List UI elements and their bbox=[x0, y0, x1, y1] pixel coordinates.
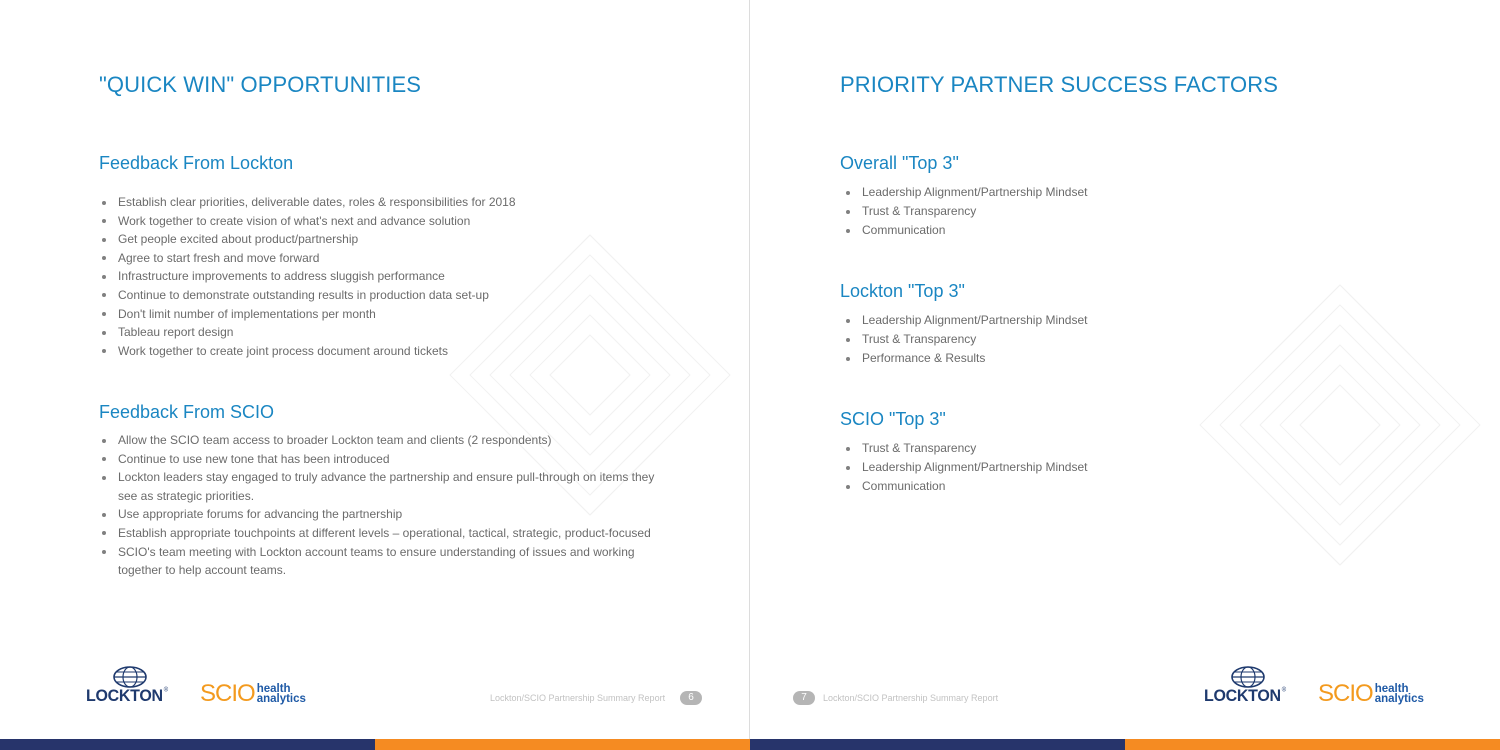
list-item: Continue to demonstrate outstanding results in production data set-up bbox=[100, 286, 660, 305]
list-item: Use appropriate forums for advancing the partnership bbox=[100, 505, 660, 524]
footer-bar-orange bbox=[375, 739, 750, 750]
footer-logos bbox=[86, 666, 326, 706]
right-page bbox=[750, 0, 1499, 739]
list-item: Trust & Transparency bbox=[844, 330, 1244, 349]
scio-logo bbox=[1318, 680, 1424, 710]
globe-icon bbox=[1230, 666, 1266, 688]
lockton-feedback-list bbox=[100, 193, 660, 360]
page-number-badge: 6 bbox=[680, 691, 702, 705]
list-item: Don't limit number of implementations per month bbox=[100, 305, 660, 324]
left-page bbox=[0, 0, 750, 739]
list-item: Leadership Alignment/Partnership Mindset bbox=[844, 458, 1244, 477]
list-item: Trust & Transparency bbox=[844, 439, 1244, 458]
list-item: Infrastructure improvements to address sluggish performance bbox=[100, 267, 660, 286]
list-item: Establish clear priorities, deliverable dates, roles & responsibilities for 2018 bbox=[100, 193, 660, 212]
lockton-top3-list bbox=[844, 311, 1244, 368]
scio-tagline: health analytics bbox=[256, 683, 306, 705]
page-title: "QUICK WIN" OPPORTUNITIES bbox=[99, 72, 422, 97]
section-heading-scio-top3: SCIO "Top 3" bbox=[840, 409, 946, 429]
lockton-wordmark: LOCKTON® bbox=[1204, 687, 1286, 706]
list-item: Tableau report design bbox=[100, 323, 660, 342]
section-heading-overall-top3: Overall "Top 3" bbox=[840, 153, 959, 173]
overall-top3-list bbox=[844, 183, 1244, 240]
page-number-badge: 7 bbox=[793, 691, 815, 705]
list-item: Continue to use new tone that has been introduced bbox=[100, 450, 660, 469]
page-title: PRIORITY PARTNER SUCCESS FACTORS bbox=[840, 72, 1278, 97]
scio-wordmark: SCIO bbox=[200, 680, 255, 707]
scio-top3-list bbox=[844, 439, 1244, 496]
lockton-wordmark: LOCKTON® bbox=[86, 687, 168, 706]
list-item: Establish appropriate touchpoints at different levels – operational, tactical, strategic, product-focused bbox=[100, 524, 660, 543]
list-item: Agree to start fresh and move forward bbox=[100, 249, 660, 268]
list-item: Leadership Alignment/Partnership Mindset bbox=[844, 311, 1244, 330]
footer-logos bbox=[1204, 666, 1444, 706]
scio-wordmark: SCIO bbox=[1318, 680, 1373, 707]
footer-report-title: Lockton/SCIO Partnership Summary Report bbox=[823, 693, 999, 703]
section-heading-lockton-feedback: Feedback From Lockton bbox=[99, 153, 294, 173]
list-item: Performance & Results bbox=[844, 349, 1244, 368]
section-heading-lockton-top3: Lockton "Top 3" bbox=[840, 281, 965, 301]
list-item: Work together to create vision of what's next and advance solution bbox=[100, 212, 660, 231]
list-item: Communication bbox=[844, 477, 1244, 496]
list-item: Trust & Transparency bbox=[844, 202, 1244, 221]
globe-icon bbox=[112, 666, 148, 688]
scio-feedback-list bbox=[100, 431, 660, 580]
lockton-logo bbox=[86, 666, 176, 706]
footer-report-title: Lockton/SCIO Partnership Summary Report bbox=[490, 693, 666, 703]
list-item: Allow the SCIO team access to broader Lockton team and clients (2 respondents) bbox=[100, 431, 660, 450]
list-item: Lockton leaders stay engaged to truly advance the partnership and ensure pull-through on items they see as strategic priorities. bbox=[100, 468, 660, 505]
scio-logo bbox=[200, 680, 306, 710]
list-item: Leadership Alignment/Partnership Mindset bbox=[844, 183, 1244, 202]
list-item: Get people excited about product/partnership bbox=[100, 230, 660, 249]
list-item: Communication bbox=[844, 221, 1244, 240]
footer-bar-navy bbox=[750, 739, 1125, 750]
scio-tagline: health analytics bbox=[1374, 683, 1424, 705]
lockton-logo bbox=[1204, 666, 1294, 706]
list-item: SCIO's team meeting with Lockton account teams to ensure understanding of issues and working together to help account teams. bbox=[100, 543, 660, 580]
footer-bar-navy bbox=[0, 739, 375, 750]
footer-bar-orange bbox=[1125, 739, 1500, 750]
list-item: Work together to create joint process document around tickets bbox=[100, 342, 660, 361]
section-heading-scio-feedback: Feedback From SCIO bbox=[99, 402, 275, 422]
